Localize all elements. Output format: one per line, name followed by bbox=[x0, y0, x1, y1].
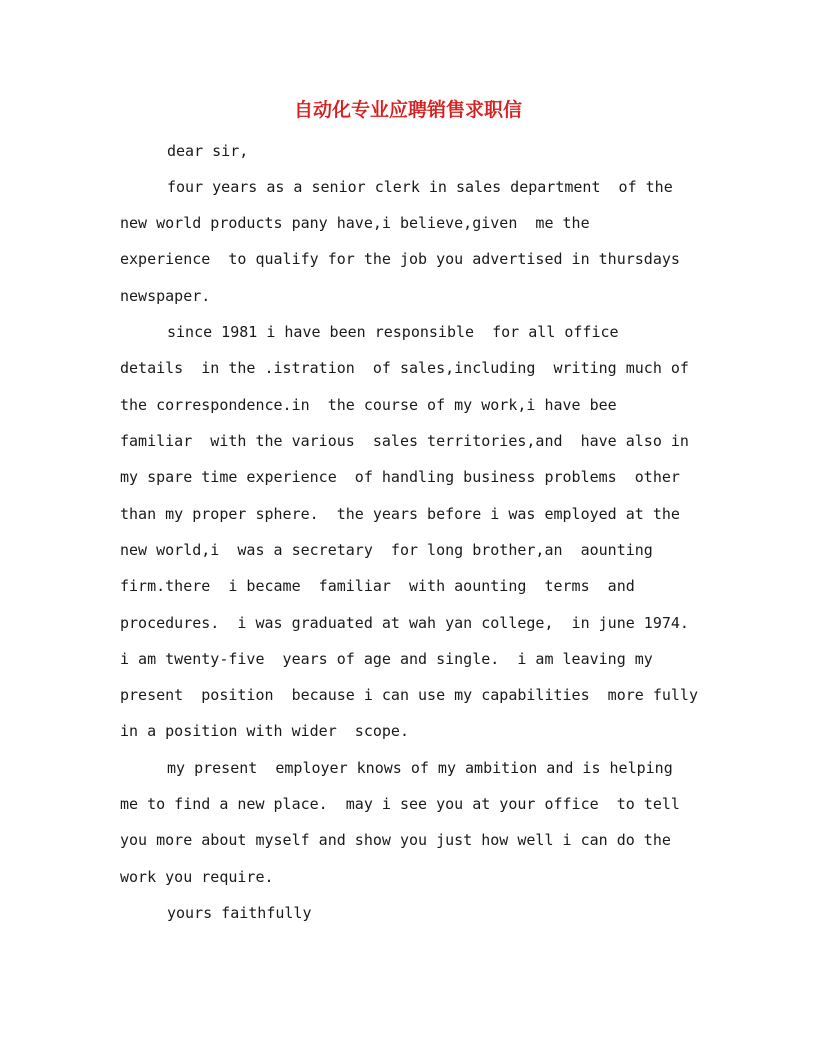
paragraph-line: procedures. i was graduated at wah yan college, in june 1974. bbox=[120, 614, 689, 632]
paragraph-line: since 1981 i have been responsible for all office bbox=[167, 323, 619, 341]
paragraph-line: in a position with wider scope. bbox=[120, 722, 409, 740]
paragraph-line: new world products pany have,i believe,given me the bbox=[120, 214, 590, 232]
paragraph-line: my present employer knows of my ambition and is helping bbox=[167, 759, 673, 777]
letter-title: 自动化专业应聘销售求职信 bbox=[293, 99, 522, 121]
paragraph-line: you more about myself and show you just how well i can do the bbox=[120, 831, 671, 849]
paragraph-line: than my proper sphere. the years before i was employed at the bbox=[120, 505, 680, 523]
paragraph-line: details in the .istration of sales,including writing much of bbox=[120, 359, 689, 377]
paragraph-line: new world,i was a secretary for long brother,an aounting bbox=[120, 541, 653, 559]
paragraph-line: i am twenty-five years of age and single. i am leaving my bbox=[120, 650, 653, 668]
paragraph-line: my spare time experience of handling business problems other bbox=[120, 468, 680, 486]
paragraph-line: familiar with the various sales territories,and have also in bbox=[120, 432, 689, 450]
paragraph-line: present position because i can use my capabilities more fully bbox=[120, 686, 698, 704]
paragraph-line: newspaper. bbox=[120, 287, 211, 305]
paragraph-line: firm.there i became familiar with aounting terms and bbox=[120, 577, 635, 595]
paragraph-line: the correspondence.in the course of my work,i have bee bbox=[120, 396, 617, 414]
closing: yours faithfully bbox=[167, 904, 312, 922]
paragraph-line: experience to qualify for the job you advertised in thursdays bbox=[120, 250, 680, 268]
paragraph-line: work you require. bbox=[120, 868, 274, 886]
paragraph-line: me to find a new place. may i see you at your office to tell bbox=[120, 795, 680, 813]
salutation: dear sir, bbox=[167, 142, 249, 160]
paragraph-line: four years as a senior clerk in sales department of the bbox=[167, 178, 673, 196]
